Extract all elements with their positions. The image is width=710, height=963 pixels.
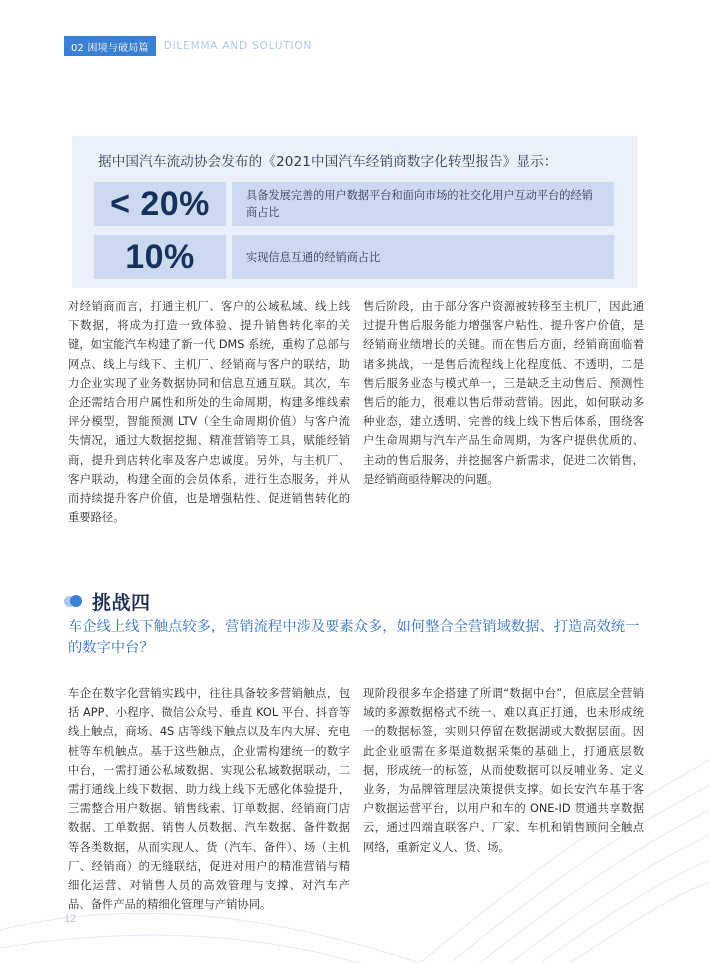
- stat-description: 实现信息互通的经销商占比: [232, 235, 614, 279]
- section-header: [64, 36, 320, 56]
- bullet-dots-icon: [64, 594, 84, 608]
- stat-row: [94, 235, 614, 279]
- page-number: 12: [64, 913, 77, 925]
- paragraph: 车企在数字化营销实践中，往往具备较多营销触点，包括 APP、小程序、微信公众号、垂直 KOL 平台、抖音等线上触点，商场、4S 店等线下触点以及车内大屏、充电桩等车机触点。基于这些触点，企业需构建统一的数字中台，一需打通公私域数据、实现公私域数据联动，二需打通线上线下数据、助力线上线下无感化体验提升，三需整合用户数据、销售线索、订单数据、经销商门店数据、工单数据、销售人员数据、汽车数据、备件数据等各类数据，从而实现人、货（汽车、备件）、场（主机厂、经销商）的无缝联结，促进对用户的精准营销与精细化运营、对销售人员的高效管理与支撑、对汽车产品、备件产品的精细化管理与产销协同。: [68, 687, 350, 912]
- challenge-subtitle: 车企线上线下触点较多，营销流程中涉及要素众多，如何整合全营销域数据、打造高效统一的数字中台？: [68, 619, 640, 656]
- body-text-top-left: [68, 297, 350, 527]
- body-text-top-right: [363, 297, 644, 489]
- paragraph: 售后阶段，由于部分客户资源被转移至主机厂，因此通过提升售后服务能力增强客户粘性、提升客户价值，是经销商业绩增长的关键。而在售后方面，经销商面临着诸多挑战，一是售后流程线上化程度低、不透明，二是售后服务业态与模式单一，三是缺乏主动售后、预测性售后的能力，很难以售后带动营销。因此，如何联动多种业态，建立透明、完善的线上线下售后体系，围绕客户生命周期与汽车产品生命周期，为客户提供优质的、主动的售后服务，并挖掘客户新需求，促进二次销售，是经销商亟待解决的问题。: [363, 300, 644, 486]
- challenge-title: 挑战四: [92, 591, 151, 614]
- body-text-bottom-left: [68, 684, 350, 914]
- stat-row: [94, 182, 614, 226]
- stat-description: 具备发展完善的用户数据平台和面向市场的社交化用户互动平台的经销商占比: [232, 182, 614, 226]
- stat-panel: [72, 136, 638, 288]
- paragraph: 对经销商而言，打通主机厂、客户的公域私域、线上线下数据，将成为打造一致体验、提升销售转化率的关键，如宝能汽车构建了新一代 DMS 系统，重构了总部与网点、线上与线下、主机厂、经销商与客户的联结，助力企业实现了业务数据协同和信息互通互联。其次，车企还需结合用户属性和所处的生命周期，构建多维线索评分模型，智能预测 LTV（全生命周期价值）与客户流失情况，通过大数据挖掘、精准营销等工具，赋能经销商，提升到店转化率及客户忠诚度。另外，与主机厂、客户联动，构建全面的会员体系，进行生态服务，并从而持续提升客户价值，也是增强粘性、促进销售转化的重要路径。: [68, 300, 350, 525]
- body-text-bottom-right: [363, 684, 644, 857]
- paragraph: 现阶段很多车企搭建了所谓“数据中台”，但底层全营销域的多源数据格式不统一、难以真正打通，也未形成统一的数据标签，实则只停留在数据湖或大数据层面。因此企业亟需在多渠道数据采集的基础上，打通底层数据，形成统一的标签，从而使数据可以反哺业务、定义业务，为品牌管理层决策提供支撑。如长安汽车基于客户数据运营平台，以用户和车的 ONE-ID 贯通共享数据云，通过四端直联客户、厂家、车机和销售顾问全触点网络，重新定义人、货、场。: [363, 687, 644, 854]
- challenge-heading: [64, 589, 151, 613]
- stat-value: < 20%: [94, 182, 226, 226]
- stat-intro: 据中国汽车流动协会发布的《2021中国汽车经销商数字化转型报告》显示：: [98, 154, 558, 170]
- section-label: 02 困境与破局篇: [64, 36, 156, 56]
- stat-value: 10%: [94, 235, 226, 279]
- section-label-en: DILEMMA AND SOLUTION: [163, 40, 313, 52]
